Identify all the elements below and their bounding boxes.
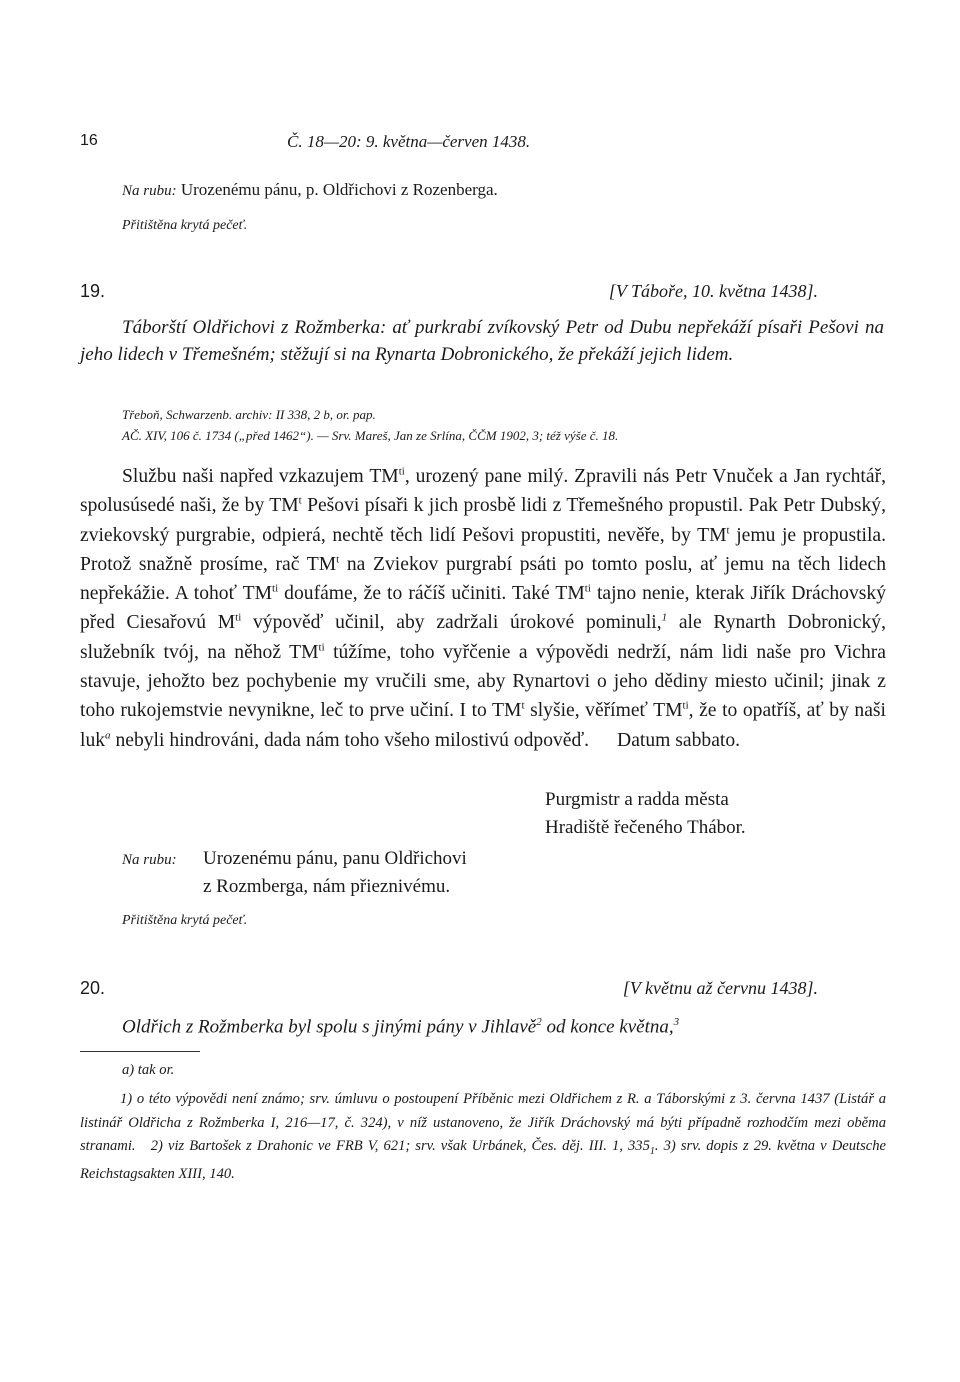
regest-19: Táborští Oldřichovi z Rožmberka: ať purkrabí zvíkovský Petr od Dubu nepřekáží písaři Pešovi na jeho lidech v Třemešném; stěžují si na Rynarta Dobronického, že překáží jejich lidem.	[80, 317, 884, 365]
document-number-20: 20.	[80, 978, 106, 998]
footnotes-block	[80, 1088, 886, 1187]
footnote-rule	[80, 1051, 200, 1052]
address-line-2: z Rozmberga, nám přieznivému.	[203, 876, 451, 897]
seal-note-18: Přitištěna krytá pečeť.	[122, 218, 248, 233]
seal-note-19: Přitištěna krytá pečeť.	[122, 913, 248, 928]
footnote-2: 2) viz Bartošek z Drahonic ve FRB V, 621; srv. však Urbánek, Čes. děj. III. 1, $335_1$. 3) srv. dopis z 29. května v Deutsche Reichstagsakten XIII, 140.	[80, 1138, 887, 1183]
source-line-1: Třeboň, Schwarzenb. archiv: II 338, 2 b, or. pap.	[122, 407, 376, 422]
signature-line-2: Hradiště řečeného Thábor.	[545, 817, 746, 838]
signature-line-1: Purgmistr a radda města	[545, 789, 729, 810]
dorse-label: Na rubu:	[122, 183, 177, 199]
address-line-1: Urozenému pánu, panu Oldřichovi	[203, 848, 467, 869]
running-title: Č. 18—20: 9. května—červen 1438.	[287, 132, 531, 151]
document-date-20: [V květnu až červnu 1438].	[622, 978, 818, 998]
footnote-a: a) tak or.	[122, 1062, 175, 1078]
dorse-text: Urozenému pánu, p. Oldřichovi z Rozenberga.	[180, 180, 498, 199]
page-number: 16	[80, 132, 98, 149]
datum-clause: Datum sabbato.	[617, 729, 741, 751]
document-date-19: [V Táboře, 10. května 1438].	[608, 281, 818, 301]
regest-20: Oldřich z Rožmberka byl spolu s jinými pány v Jihlavě$^2$ od konce května,$^3$	[122, 1016, 680, 1038]
dorse-note-18	[122, 180, 498, 200]
document-number-19: 19.	[80, 281, 106, 301]
letter-body-19: Službu naši napřed vzkazujem $TM^{ti}$, urozený pane milý. Zpravili nás Petr Vnuček a Jan rychtář, spolusúsedé naši, že by $TM^t$ Pešovi písaři k jich prosbě lidi z Třemešného propustil. Pak Petr Dubský, zviekovský purgrabie, odpierá, nechtě těch lidí Pešovi propustiti, nevěře, by $TM^t$ jemu je propustila. Protož snažně prosíme, rač $TM^t$ na Zviekov purgrabí psáti po tomto poslu, ať jemu na těch lidech nepřekážie. A tohoť $TM^{ti}$ doufáme, že to ráčíš učiniti. Také $TM^{ti}$ tajno nenie, kterak Jiřík Dráchovský před Ciesařovú $M^{ti}$ výpověď učinil, aby zadržali úrokové pominuli,$^1$ ale Rynarth Dobronický, služebník tvój, na něhož $TM^{ti}$ túžíme, toho vyřčenie a výpovědi nedrží, nám lidi naše pro Vichra stavuje, jehožto bez pochybenie my vručili sme, aby Rynartovi o jeho dědiny miesto učinil; jinak z toho rukojemstvie nevynikne, leč to prve učiní. I to $TM^t$ slyšie, věřímeť $TM^{ti}$, že to opatříš, ať by naši luk$^a$ nebyli hindrováni, dada nám toho všeho milostivú odpověď. Datum sabbato.	[80, 465, 887, 751]
dorse-address-19	[203, 845, 467, 901]
dorse-label-19: Na rubu:	[122, 852, 177, 868]
footnote-1: 1) o této výpovědi není známo; srv. úmluvu o postoupení Příběnic mezi Oldřichem z R. a Táborskými z 3. června 1437 (Listář a listinář Oldřicha z Rožmberka I, 216—17, č. 324), v níž ustanoveno, že Jiřík Dráchovský má býti případně rozhodčím mezi oběma stranami.	[80, 1091, 886, 1154]
source-line-2: AČ. XIV, 106 č. 1734 („před 1462“). — Srv. Mareš, Jan ze Srlína, ČČM 1902, 3; též výše č. 18.	[122, 428, 619, 443]
